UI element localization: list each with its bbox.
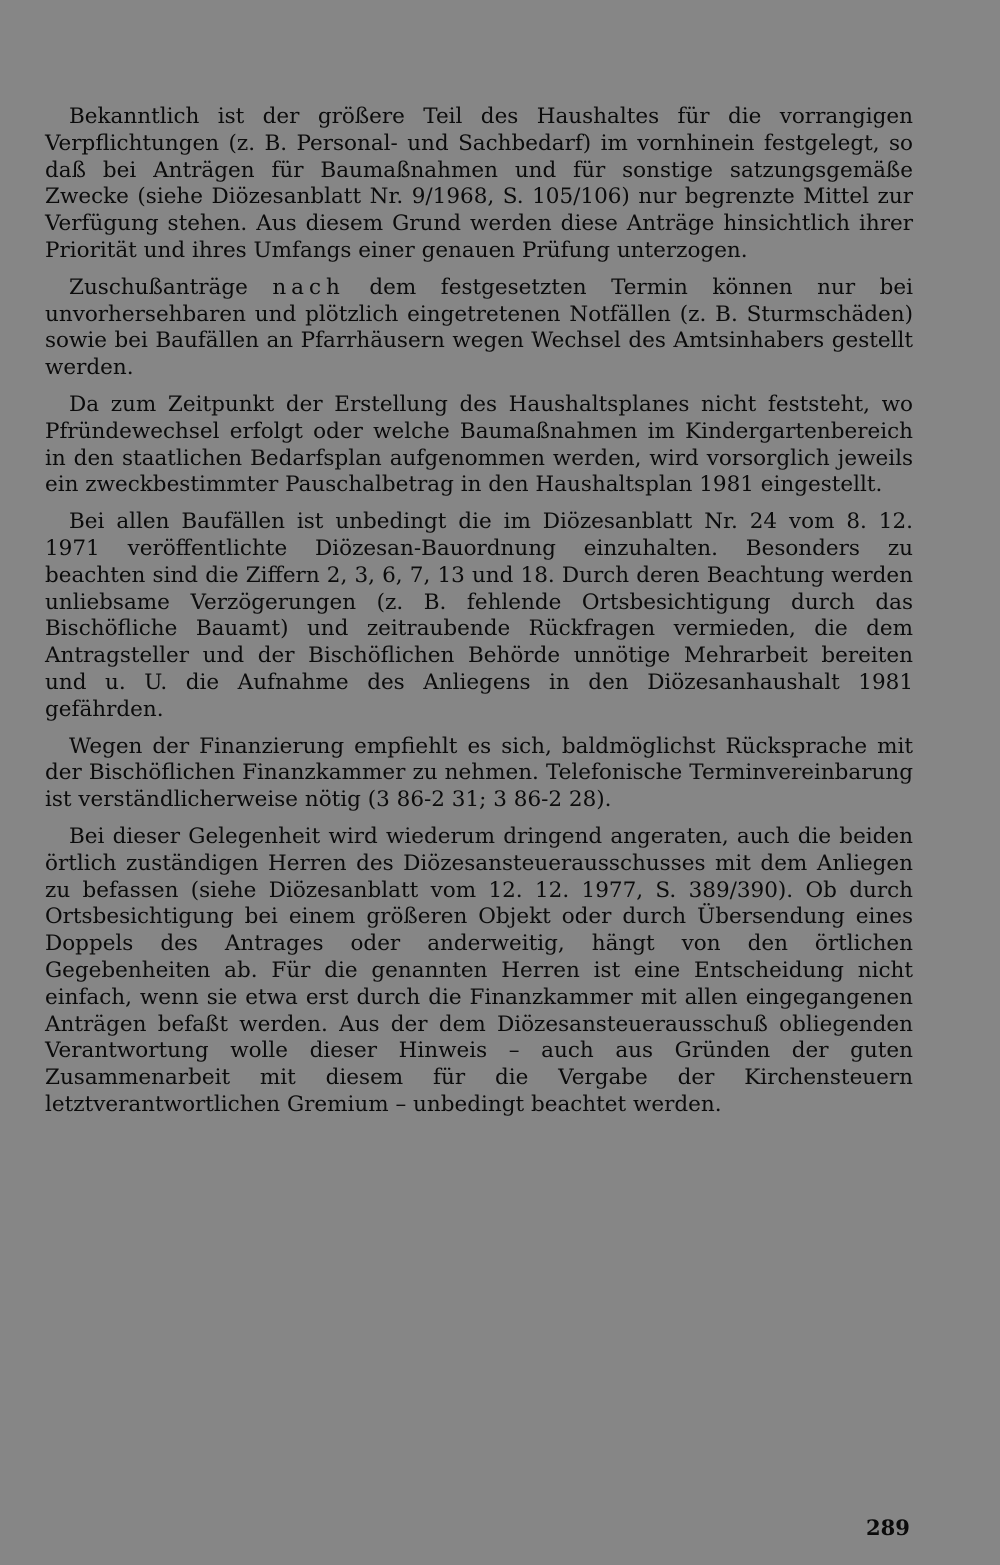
emphasized-word: nach xyxy=(272,274,345,300)
paragraph-budget-priorities: Bekanntlich ist der größere Teil des Haushaltes für die vorrangigen Verpflichtungen (z. B. Personal- und Sachbedarf) im vornhinein festgelegt, so daß bei Anträgen für Baumaßnahmen und für sonstige satzungsgemäße Zwecke (siehe Diözesanblatt Nr. 9/1968, S. 105/106) nur begrenzte Mittel zur Verfügung stehen. Aus diesem Grund werden diese Anträge hinsichtlich ihrer Priorität und ihres Umfangs einer genauen Prüfung unterzogen. xyxy=(45,104,913,263)
body-text xyxy=(45,104,913,1129)
paragraph-late-applications-start: Zuschußanträge xyxy=(69,274,273,300)
paragraph-lump-sum: Da zum Zeitpunkt der Erstellung des Haushaltsplanes nicht feststeht, wo Pfründewechsel erfolgt oder welche Baumaßnahmen im Kindergartenbereich in den staatlichen Bedarfsplan aufgenommen werden, wird vorsorglich jeweils ein zweckbestimmter Pauschalbetrag in den Haushaltsplan 1981 eingestellt. xyxy=(45,391,913,498)
page-number: 289 xyxy=(866,1515,910,1540)
paragraph-building-regulations: Bei allen Baufällen ist unbedingt die im Diözesanblatt Nr. 24 vom 8. 12. 1971 veröffentlichte Diözesan-Bauordnung einzuhalten. Besonders zu beachten sind die Ziffern 2, 3, 6, 7, 13 und 18. Durch deren Beachtung werden unliebsame Verzögerungen (z. B. fehlende Ortsbesichtigung durch das Bischöfliche Bauamt) und zeitraubende Rückfragen vermieden, die dem Antragsteller und der Bischöflichen Behörde unnötige Mehrarbeit bereiten und u. U. die Aufnahme des Anliegens in den Diözesanhaushalt 1981 gefährden. xyxy=(45,509,913,722)
paragraph-late-applications xyxy=(45,275,913,382)
paragraph-financing: Wegen der Finanzierung empfiehlt es sich, baldmöglichst Rücksprache mit der Bischöflichen Finanzkammer zu nehmen. Telefonische Terminvereinbarung ist verständlicherweise nötig (3 86-2 31; 3 86-2 28). xyxy=(45,733,913,813)
paragraph-late-applications-end: dem festgesetzten Termin können nur bei unvorhersehbaren und plötzlich eingetretenen Notfällen (z. B. Sturmschäden) sowie bei Baufällen an Pfarrhäusern wegen Wechsel des Amtsinhabers gestellt werden. xyxy=(45,274,913,381)
paragraph-tax-committee: Bei dieser Gelegenheit wird wiederum dringend angeraten, auch die beiden örtlich zuständigen Herren des Diözesansteuerausschusses mit dem Anliegen zu befassen (siehe Diözesanblatt vom 12. 12. 1977, S. 389/390). Ob durch Ortsbesichtigung bei einem größeren Objekt oder durch Übersendung eines Doppels des Antrages oder anderweitig, hängt von den örtlichen Gegebenheiten ab. Für die genannten Herren ist eine Entscheidung nicht einfach, wenn sie etwa erst durch die Finanzkammer mit allen eingegangenen Anträgen befaßt werden. Aus der dem Diözesansteuerausschuß obliegenden Verantwortung wolle dieser Hinweis – auch aus Gründen der guten Zusammenarbeit mit diesem für die Vergabe der Kirchensteuern letztverantwortlichen Gremium – unbedingt beachtet werden. xyxy=(45,823,913,1117)
